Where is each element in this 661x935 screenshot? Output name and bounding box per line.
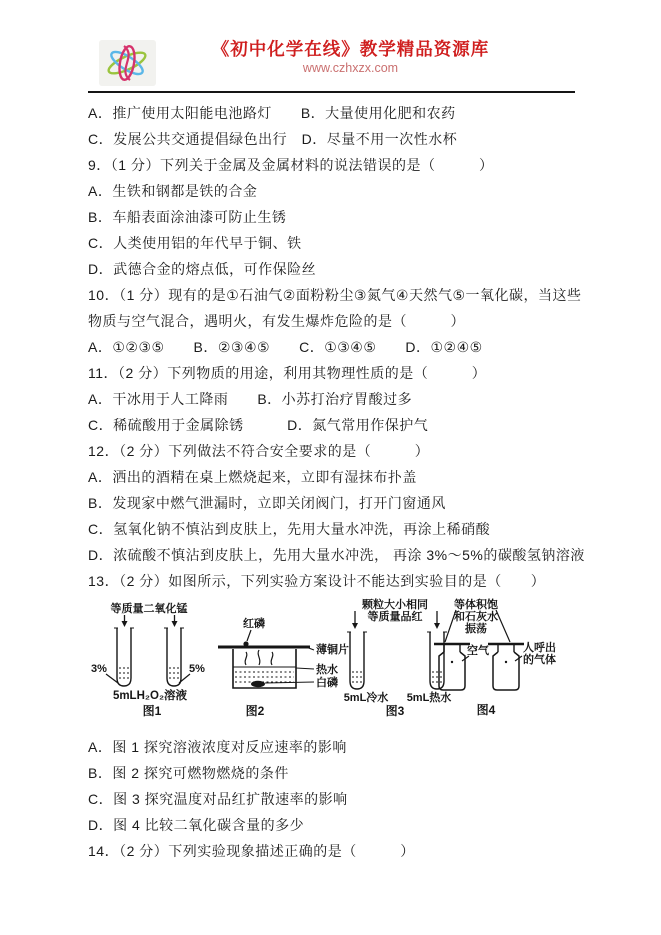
q12-option-a: A．洒出的酒精在桌上燃烧起来，立即有湿抹布扑盖	[88, 469, 417, 485]
q13-option-a: A．图 1 探究溶液浓度对反应速率的影响	[88, 739, 347, 755]
fig4-top-label3: 振荡	[465, 623, 487, 635]
q11-stem: 11．（2 分）下列物质的用途，利用其物理性质的是（ ）	[88, 365, 487, 381]
fig1-left-percent: 3%	[91, 663, 107, 675]
fig1-right-percent: 5%	[189, 663, 205, 675]
q13-experiment-figure	[88, 594, 575, 734]
fig1-bottom-label: 5mLH₂O₂溶液	[112, 690, 188, 702]
q12-stem: 12．（2 分）下列做法不符合安全要求的是（ ）	[88, 443, 430, 459]
q9-option-d: D．武德合金的熔点低，可作保险丝	[88, 261, 317, 277]
q9-option-b: B．车船表面涂油漆可防止生锈	[88, 209, 287, 225]
site-url: www.czhxzx.com	[302, 61, 399, 75]
q14-stem: 14．（2 分）下列实验现象描述正确的是（ ）	[88, 843, 415, 859]
q9-stem: 9．（1 分）下列关于金属及金属材料的说法错误的是（ ）	[88, 157, 494, 173]
fig3-top-label1: 颗粒大小相同	[362, 599, 428, 611]
q10-stem-line1: 10．（1 分）现有的是①石油气②面粉粉尘③氮气④天然气⑤一氧化碳，当这些	[88, 287, 582, 303]
fig2-copper-sheet-label: 薄铜片	[316, 644, 349, 656]
q13-option-b: B．图 2 探究可燃物燃烧的条件	[88, 765, 289, 781]
q9-option-c: C．人类使用铝的年代早于铜、铁	[88, 235, 302, 251]
fig4-top-label1: 等体积饱	[454, 599, 498, 611]
fig3-caption: 图3	[385, 704, 405, 718]
fig4-diagram	[434, 597, 556, 717]
q12-option-d: D．浓硫酸不慎沾到皮肤上，先用大量水冲洗， 再涂 3%～5%的碳酸氢钠溶液	[88, 547, 585, 563]
fig3-top-label2: 等质量品红	[367, 611, 423, 623]
fig3-diagram	[344, 597, 452, 718]
site-title: 《初中化学在线》教学精品资源库	[211, 39, 490, 59]
question-content	[88, 100, 588, 864]
fig2-white-phosphorus-label: 白磷	[316, 677, 338, 689]
fig2-hot-water-label: 热水	[316, 664, 338, 676]
fig4-exhaled-label2: 的气体	[523, 654, 556, 666]
q12-option-b: B．发现家中燃气泄漏时，立即关闭阀门，打开门窗通风	[88, 495, 446, 511]
fig2-red-phosphorus-label: 红磷	[243, 618, 265, 630]
fig3-bottom-right-label: 5mL热水	[406, 692, 452, 704]
fig1-caption: 图1	[142, 704, 162, 718]
q10-options: A．①②③⑤ B．②③④⑤ C．①③④⑤ D．①②④⑤	[88, 339, 483, 355]
q10-stem-line2: 物质与空气混合，遇明火，有发生爆炸危险的是（ ）	[88, 313, 465, 329]
fig2-diagram	[218, 616, 349, 718]
site-header	[0, 36, 661, 92]
fig1-top-label: 等质量二氧化锰	[110, 603, 188, 615]
fig4-exhaled-label1: 人呼出	[523, 642, 556, 654]
fig1-diagram	[91, 601, 205, 718]
fig2-caption: 图2	[245, 704, 265, 718]
header-text-block	[40, 38, 661, 76]
fig4-top-label2: 和石灰水	[454, 611, 498, 623]
fig3-bottom-left-label: 5mL冷水	[343, 692, 389, 704]
q8-options-cd: C．发展公共交通提倡绿色出行 D．尽量不用一次性水杯	[88, 131, 458, 147]
q13-option-c: C．图 3 探究温度对品红扩散速率的影响	[88, 791, 348, 807]
header-divider	[88, 91, 575, 93]
q13-option-d: D．图 4 比较二氧化碳含量的多少	[88, 817, 305, 833]
q8-options-ab: A．推广使用太阳能电池路灯 B．大量使用化肥和农药	[88, 105, 456, 121]
q11-options-ab: A．干冰用于人工降雨 B．小苏打治疗胃酸过多	[88, 391, 413, 407]
q13-stem: 13．（2 分）如图所示，下列实验方案设计不能达到实验目的是（ ）	[88, 573, 546, 589]
q12-option-c: C．氢氧化钠不慎沾到皮肤上，先用大量水冲洗，再涂上稀硝酸	[88, 521, 491, 537]
q11-options-cd: C．稀硫酸用于金属除锈 D．氮气常用作保护气	[88, 417, 429, 433]
q9-option-a: A．生铁和钢都是铁的合金	[88, 183, 258, 199]
fig4-air-label: 空气	[467, 645, 489, 657]
fig4-caption: 图4	[476, 703, 496, 717]
